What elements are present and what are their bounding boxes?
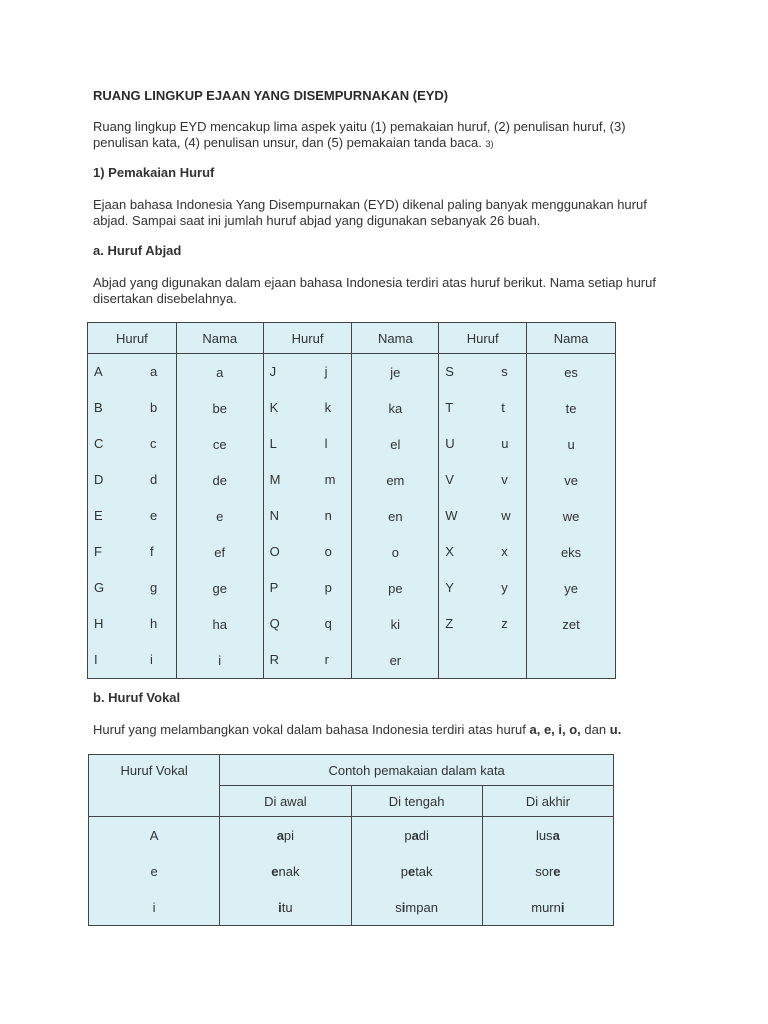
letter-cell	[88, 390, 177, 426]
uppercase-letter: G	[94, 580, 105, 595]
word-part: s	[395, 899, 402, 915]
lowercase-letter: b	[150, 400, 158, 415]
lowercase-letter: y	[501, 580, 508, 595]
letter-cell	[439, 462, 527, 498]
vowel-cell: A	[89, 817, 220, 854]
table-row	[88, 462, 616, 498]
letter-cell	[263, 462, 352, 498]
letter-cell	[439, 426, 527, 462]
intro-paragraph	[93, 119, 673, 152]
letter-cell	[263, 426, 352, 462]
letter-cell	[88, 534, 177, 570]
letter-name-cell: we	[527, 498, 616, 534]
alphabet-table-header	[88, 323, 616, 354]
uppercase-letter: R	[269, 652, 280, 667]
lowercase-letter: l	[324, 436, 328, 451]
example-word-akhir	[482, 889, 613, 926]
lowercase-letter: o	[324, 544, 332, 559]
table-row	[88, 642, 616, 679]
section-heading-pemakaian-huruf: 1) Pemakaian Huruf	[93, 165, 215, 180]
letter-name-cell: el	[352, 426, 439, 462]
position-header: Di awal	[220, 786, 351, 817]
letter-name-cell: zet	[527, 606, 616, 642]
letter-cell	[263, 606, 352, 642]
footnote-ref: 3)	[485, 139, 494, 149]
column-header: Nama	[176, 323, 263, 354]
letter-cell	[88, 426, 177, 462]
usage-group-header: Contoh pemakaian dalam kata	[220, 755, 614, 786]
letter-name-cell: em	[352, 462, 439, 498]
table-row	[88, 606, 616, 642]
letter-name-cell: je	[352, 354, 439, 391]
uppercase-letter: J	[269, 364, 277, 379]
letter-cell	[263, 570, 352, 606]
vowel-table-body	[89, 817, 614, 926]
letter-name-cell: ha	[176, 606, 263, 642]
letter-name-cell: te	[527, 390, 616, 426]
letter-name-cell: de	[176, 462, 263, 498]
highlighted-vowel: a	[276, 827, 284, 843]
letter-name-cell: i	[176, 642, 263, 679]
table-row	[88, 426, 616, 462]
intro-text: Ruang lingkup EYD mencakup lima aspek yaitu (1) pemakaian huruf, (2) penulisan huruf, (3) penulisan kata, (4) penulisan unsur, dan (5) pemakaian tanda baca.	[93, 119, 626, 150]
table-row	[88, 390, 616, 426]
vokal-paragraph	[93, 722, 693, 738]
uppercase-letter: B	[94, 400, 103, 415]
letter-cell	[439, 642, 527, 679]
section-paragraph: Ejaan bahasa Indonesia Yang Disempurnakan (EYD) dikenal paling banyak menggunakan huruf abjad. Sampai saat ini jumlah huruf abjad yang digunakan sebanyak 26 buah.	[93, 197, 647, 228]
letter-cell	[439, 498, 527, 534]
highlighted-vowel: i	[278, 899, 282, 915]
letter-name-cell: u	[527, 426, 616, 462]
lowercase-letter: f	[150, 544, 154, 559]
example-word-akhir	[482, 853, 613, 889]
lowercase-letter: d	[150, 472, 158, 487]
lowercase-letter: x	[501, 544, 508, 559]
lowercase-letter: e	[150, 508, 158, 523]
highlighted-vowel: e	[271, 863, 279, 879]
uppercase-letter: P	[269, 580, 279, 595]
example-word-awal	[220, 817, 351, 854]
letter-cell	[439, 606, 527, 642]
letter-name-cell: ce	[176, 426, 263, 462]
letter-cell	[88, 498, 177, 534]
vowel-table	[88, 754, 614, 926]
lowercase-letter: g	[150, 580, 158, 595]
lowercase-letter: i	[150, 652, 153, 667]
uppercase-letter: O	[269, 544, 280, 559]
column-header: Nama	[527, 323, 616, 354]
uppercase-letter: I	[94, 652, 98, 667]
lowercase-letter: n	[324, 508, 332, 523]
vokal-text: Huruf yang melambangkan vokal dalam bahasa Indonesia terdiri atas huruf	[93, 722, 526, 737]
highlighted-vowel: i	[560, 899, 565, 915]
table-row	[88, 498, 616, 534]
letter-cell	[439, 354, 527, 391]
example-word-tengah	[351, 889, 482, 926]
uppercase-letter: N	[269, 508, 280, 523]
subheading-huruf-vokal: b. Huruf Vokal	[93, 690, 181, 705]
uppercase-letter: F	[94, 544, 102, 559]
uppercase-letter: K	[269, 400, 279, 415]
highlighted-vowel: a	[552, 827, 560, 843]
vokal-last-letter: u.	[609, 722, 622, 737]
word-part: tu	[281, 899, 293, 915]
word-part: tak	[415, 863, 433, 879]
lowercase-letter: q	[324, 616, 332, 631]
letter-name-cell: en	[352, 498, 439, 534]
uppercase-letter: W	[445, 508, 458, 523]
letter-name-cell	[527, 642, 616, 679]
lowercase-letter: p	[324, 580, 332, 595]
lowercase-letter: h	[150, 616, 158, 631]
highlighted-vowel: e	[407, 863, 416, 879]
lowercase-letter: u	[501, 436, 509, 451]
letter-cell	[88, 642, 177, 679]
lowercase-letter: t	[501, 400, 505, 415]
letter-name-cell: pe	[352, 570, 439, 606]
uppercase-letter: S	[445, 364, 454, 379]
page-title: RUANG LINGKUP EJAAN YANG DISEMPURNAKAN (EYD)	[93, 88, 449, 103]
uppercase-letter: D	[94, 472, 104, 487]
letter-cell	[263, 498, 352, 534]
letter-name-cell: er	[352, 642, 439, 679]
table-row	[89, 817, 614, 854]
word-part: di	[418, 827, 429, 843]
letter-cell	[263, 390, 352, 426]
uppercase-letter: L	[269, 436, 277, 451]
lowercase-letter: m	[324, 472, 336, 487]
example-word-tengah	[351, 853, 482, 889]
lowercase-letter: v	[501, 472, 508, 487]
highlighted-vowel: e	[553, 863, 561, 879]
word-part: murn	[531, 899, 561, 915]
letter-name-cell: ki	[352, 606, 439, 642]
letter-name-cell: a	[176, 354, 263, 391]
letter-cell	[263, 534, 352, 570]
letter-cell	[88, 462, 177, 498]
word-part: sor	[535, 863, 554, 879]
letter-cell	[88, 606, 177, 642]
column-header: Huruf	[88, 323, 177, 354]
word-part: p	[404, 827, 412, 843]
uppercase-letter: V	[445, 472, 454, 487]
subheading-huruf-abjad: a. Huruf Abjad	[93, 243, 182, 258]
column-header: Huruf	[263, 323, 352, 354]
table-row	[88, 534, 616, 570]
lowercase-letter: r	[324, 652, 329, 667]
letter-name-cell: e	[176, 498, 263, 534]
lowercase-letter: c	[150, 436, 157, 451]
uppercase-letter: X	[445, 544, 454, 559]
letter-cell	[439, 534, 527, 570]
lowercase-letter: s	[501, 364, 508, 379]
uppercase-letter: M	[269, 472, 281, 487]
letter-cell	[439, 390, 527, 426]
highlighted-vowel: a	[411, 827, 419, 843]
letter-cell	[88, 570, 177, 606]
lowercase-letter: a	[150, 364, 158, 379]
lowercase-letter: j	[324, 364, 328, 379]
example-word-tengah	[351, 817, 482, 854]
lowercase-letter: z	[501, 616, 508, 631]
table-row	[88, 570, 616, 606]
letter-name-cell: ye	[527, 570, 616, 606]
vowel-cell: e	[89, 853, 220, 889]
example-word-akhir	[482, 817, 613, 854]
uppercase-letter: A	[94, 364, 103, 379]
letter-name-cell: o	[352, 534, 439, 570]
example-word-awal	[220, 889, 351, 926]
abjad-paragraph: Abjad yang digunakan dalam ejaan bahasa Indonesia terdiri atas huruf berikut. Nama setiap huruf disertakan disebelahnya.	[93, 275, 656, 306]
vokal-and: dan	[584, 722, 607, 737]
letter-name-cell: es	[527, 354, 616, 391]
vowel-cell: i	[89, 889, 220, 926]
table-row	[89, 889, 614, 926]
letter-name-cell: ef	[176, 534, 263, 570]
letter-name-cell: ka	[352, 390, 439, 426]
alphabet-table	[87, 322, 616, 679]
column-header: Huruf	[439, 323, 527, 354]
uppercase-letter: Y	[445, 580, 454, 595]
position-header: Di tengah	[351, 786, 482, 817]
uppercase-letter: C	[94, 436, 104, 451]
letter-name-cell: ve	[527, 462, 616, 498]
column-header: Nama	[352, 323, 439, 354]
letter-name-cell: ge	[176, 570, 263, 606]
letter-cell	[263, 642, 352, 679]
uppercase-letter: U	[445, 436, 455, 451]
letter-cell	[88, 354, 177, 391]
example-word-awal	[220, 853, 351, 889]
alphabet-table-body	[88, 354, 616, 679]
word-part: mpan	[405, 899, 438, 915]
word-part: nak	[278, 863, 300, 879]
table-row	[89, 853, 614, 889]
vowel-column-header: Huruf Vokal	[89, 755, 220, 817]
letter-name-cell: be	[176, 390, 263, 426]
uppercase-letter: Q	[269, 616, 280, 631]
position-header: Di akhir	[482, 786, 613, 817]
lowercase-letter: k	[324, 400, 332, 415]
uppercase-letter: H	[94, 616, 104, 631]
uppercase-letter: Z	[445, 616, 454, 631]
vokal-letters: a, e, i, o,	[529, 722, 581, 737]
uppercase-letter: T	[445, 400, 454, 415]
table-row	[88, 354, 616, 391]
lowercase-letter: w	[501, 508, 511, 523]
word-part: pi	[283, 827, 295, 843]
letter-cell	[439, 570, 527, 606]
highlighted-vowel: i	[401, 899, 406, 915]
letter-cell	[263, 354, 352, 391]
letter-name-cell: eks	[527, 534, 616, 570]
uppercase-letter: E	[94, 508, 103, 523]
word-part: p	[400, 863, 408, 879]
word-part: lus	[535, 827, 553, 843]
